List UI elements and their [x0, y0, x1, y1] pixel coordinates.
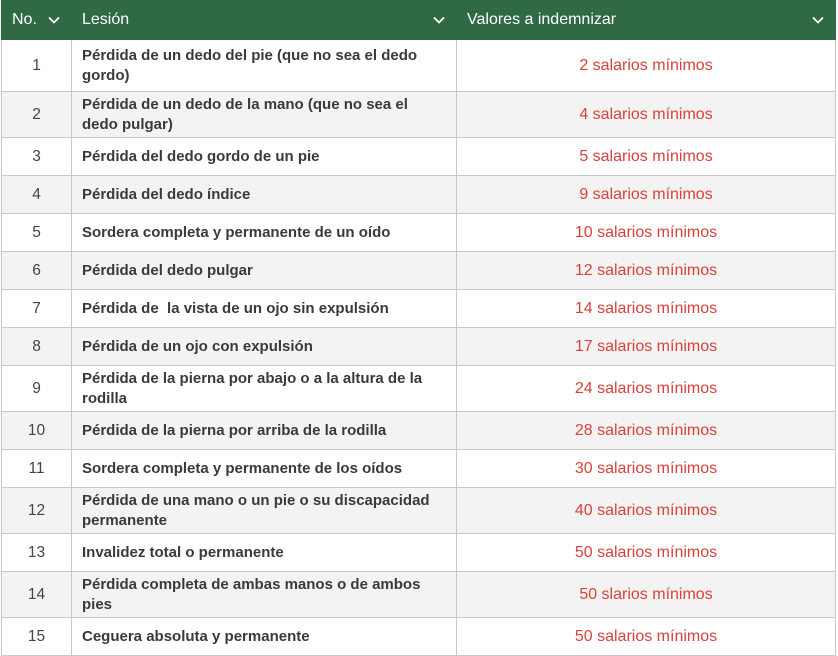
- column-header-no-label: No.: [12, 11, 37, 28]
- row-number: 13: [2, 534, 72, 572]
- table-row: [2, 214, 836, 252]
- row-lesion: Pérdida del dedo pulgar: [72, 252, 457, 290]
- row-number: 12: [2, 488, 72, 534]
- table-row: [2, 138, 836, 176]
- row-lesion: Pérdida de la vista de un ojo sin expulsión: [72, 290, 457, 328]
- column-header-valores[interactable]: [457, 1, 836, 40]
- table-row: [2, 488, 836, 534]
- header-row: [2, 1, 836, 40]
- row-lesion: Pérdida de la pierna por arriba de la rodilla: [72, 412, 457, 450]
- table-row: [2, 572, 836, 618]
- column-header-lesion[interactable]: [72, 1, 457, 40]
- table-row: [2, 92, 836, 138]
- row-number: 2: [2, 92, 72, 138]
- row-number: 10: [2, 412, 72, 450]
- table-row: [2, 366, 836, 412]
- row-number: 11: [2, 450, 72, 488]
- row-lesion: Ceguera absoluta y permanente: [72, 618, 457, 656]
- row-number: 3: [2, 138, 72, 176]
- row-value: 24 salarios mínimos: [457, 366, 836, 412]
- table-row: [2, 618, 836, 656]
- row-lesion: Sordera completa y permanente de los oídos: [72, 450, 457, 488]
- row-value: 14 salarios mínimos: [457, 290, 836, 328]
- row-lesion: Pérdida de una mano o un pie o su discapacidad permanente: [72, 488, 457, 534]
- table-row: [2, 290, 836, 328]
- row-number: 8: [2, 328, 72, 366]
- row-value: 5 salarios mínimos: [457, 138, 836, 176]
- row-number: 7: [2, 290, 72, 328]
- row-number: 9: [2, 366, 72, 412]
- row-number: 14: [2, 572, 72, 618]
- row-value: 40 salarios mínimos: [457, 488, 836, 534]
- row-number: 15: [2, 618, 72, 656]
- row-value: 9 salarios mínimos: [457, 176, 836, 214]
- row-lesion: Pérdida del dedo gordo de un pie: [72, 138, 457, 176]
- row-lesion: Sordera completa y permanente de un oído: [72, 214, 457, 252]
- column-header-valores-label: Valores a indemnizar: [467, 11, 617, 28]
- table-row: [2, 252, 836, 290]
- column-header-no[interactable]: [2, 1, 72, 40]
- row-value: 50 slarios mínimos: [457, 572, 836, 618]
- row-value: 30 salarios mínimos: [457, 450, 836, 488]
- row-lesion: Pérdida del dedo índice: [72, 176, 457, 214]
- row-value: 50 salarios mínimos: [457, 618, 836, 656]
- table-row: [2, 328, 836, 366]
- row-value: 50 salarios mínimos: [457, 534, 836, 572]
- row-value: 2 salarios mínimos: [457, 40, 836, 92]
- row-number: 5: [2, 214, 72, 252]
- row-lesion: Pérdida completa de ambas manos o de ambos pies: [72, 572, 457, 618]
- row-lesion: Pérdida de la pierna por abajo o a la altura de la rodilla: [72, 366, 457, 412]
- indemnity-table: [1, 0, 836, 656]
- table-row: [2, 412, 836, 450]
- table-row: [2, 40, 836, 92]
- table-row: [2, 176, 836, 214]
- row-value: 4 salarios mínimos: [457, 92, 836, 138]
- row-lesion: Pérdida de un dedo de la mano (que no sea el dedo pulgar): [72, 92, 457, 138]
- column-header-lesion-label: Lesión: [82, 11, 130, 28]
- table-row: [2, 534, 836, 572]
- row-lesion: Pérdida de un ojo con expulsión: [72, 328, 457, 366]
- table-row: [2, 450, 836, 488]
- row-lesion: Pérdida de un dedo del pie (que no sea el dedo gordo): [72, 40, 457, 92]
- row-number: 1: [2, 40, 72, 92]
- row-value: 17 salarios mínimos: [457, 328, 836, 366]
- chevron-down-icon[interactable]: [47, 13, 61, 27]
- row-number: 4: [2, 176, 72, 214]
- row-number: 6: [2, 252, 72, 290]
- chevron-down-icon[interactable]: [432, 13, 446, 27]
- row-lesion: Invalidez total o permanente: [72, 534, 457, 572]
- row-value: 12 salarios mínimos: [457, 252, 836, 290]
- row-value: 10 salarios mínimos: [457, 214, 836, 252]
- chevron-down-icon[interactable]: [811, 13, 825, 27]
- row-value: 28 salarios mínimos: [457, 412, 836, 450]
